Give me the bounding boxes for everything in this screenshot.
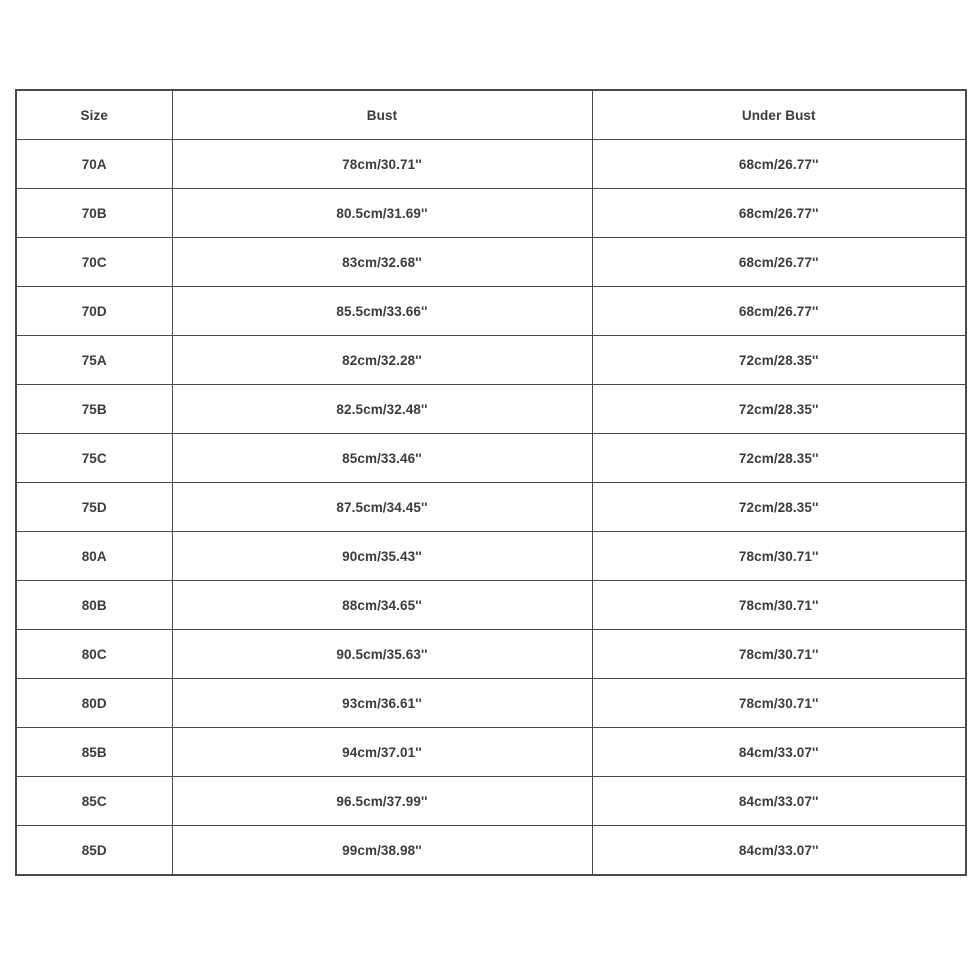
table-row	[16, 728, 966, 777]
cell-under-bust: 72cm/28.35''	[592, 434, 966, 483]
cell-bust: 82cm/32.28''	[172, 336, 592, 385]
cell-size: 75C	[16, 434, 172, 483]
cell-under-bust: 84cm/33.07''	[592, 777, 966, 826]
cell-under-bust: 68cm/26.77''	[592, 140, 966, 189]
cell-bust: 78cm/30.71''	[172, 140, 592, 189]
table-row	[16, 581, 966, 630]
cell-size: 75D	[16, 483, 172, 532]
cell-bust: 88cm/34.65''	[172, 581, 592, 630]
cell-under-bust: 68cm/26.77''	[592, 238, 966, 287]
size-chart-body	[16, 140, 966, 876]
header-bust: Bust	[172, 90, 592, 140]
cell-size: 80A	[16, 532, 172, 581]
cell-size: 70D	[16, 287, 172, 336]
cell-size: 80B	[16, 581, 172, 630]
table-row	[16, 336, 966, 385]
cell-under-bust: 68cm/26.77''	[592, 287, 966, 336]
table-row	[16, 140, 966, 189]
cell-bust: 94cm/37.01''	[172, 728, 592, 777]
table-row	[16, 385, 966, 434]
cell-bust: 87.5cm/34.45''	[172, 483, 592, 532]
cell-size: 85D	[16, 826, 172, 876]
cell-size: 70B	[16, 189, 172, 238]
table-row	[16, 483, 966, 532]
header-size: Size	[16, 90, 172, 140]
cell-size: 70C	[16, 238, 172, 287]
table-row	[16, 630, 966, 679]
cell-bust: 85cm/33.46''	[172, 434, 592, 483]
table-row	[16, 434, 966, 483]
cell-bust: 93cm/36.61''	[172, 679, 592, 728]
cell-bust: 83cm/32.68''	[172, 238, 592, 287]
table-row	[16, 826, 966, 876]
table-row	[16, 238, 966, 287]
cell-bust: 82.5cm/32.48''	[172, 385, 592, 434]
cell-size: 75A	[16, 336, 172, 385]
cell-under-bust: 78cm/30.71''	[592, 679, 966, 728]
cell-size: 80C	[16, 630, 172, 679]
cell-size: 80D	[16, 679, 172, 728]
table-row	[16, 189, 966, 238]
cell-size: 85C	[16, 777, 172, 826]
table-row	[16, 679, 966, 728]
cell-under-bust: 84cm/33.07''	[592, 826, 966, 876]
cell-bust: 90cm/35.43''	[172, 532, 592, 581]
cell-under-bust: 72cm/28.35''	[592, 483, 966, 532]
table-row	[16, 532, 966, 581]
cell-bust: 80.5cm/31.69''	[172, 189, 592, 238]
header-under-bust: Under Bust	[592, 90, 966, 140]
size-chart-table	[15, 89, 967, 876]
table-row	[16, 777, 966, 826]
cell-bust: 85.5cm/33.66''	[172, 287, 592, 336]
cell-bust: 96.5cm/37.99''	[172, 777, 592, 826]
table-row	[16, 287, 966, 336]
cell-bust: 99cm/38.98''	[172, 826, 592, 876]
header-row	[16, 90, 966, 140]
cell-size: 85B	[16, 728, 172, 777]
cell-size: 70A	[16, 140, 172, 189]
cell-under-bust: 84cm/33.07''	[592, 728, 966, 777]
cell-under-bust: 72cm/28.35''	[592, 336, 966, 385]
cell-under-bust: 72cm/28.35''	[592, 385, 966, 434]
cell-under-bust: 78cm/30.71''	[592, 581, 966, 630]
cell-size: 75B	[16, 385, 172, 434]
cell-under-bust: 78cm/30.71''	[592, 532, 966, 581]
cell-under-bust: 78cm/30.71''	[592, 630, 966, 679]
cell-under-bust: 68cm/26.77''	[592, 189, 966, 238]
size-chart-header	[16, 90, 966, 140]
cell-bust: 90.5cm/35.63''	[172, 630, 592, 679]
